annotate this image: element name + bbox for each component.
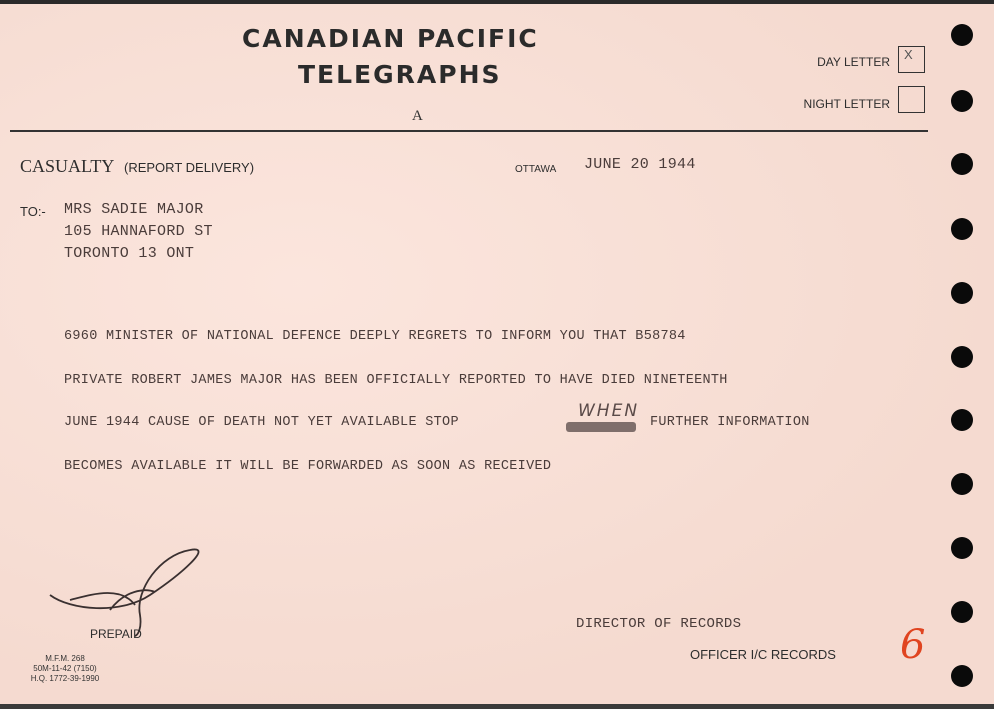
day-letter-check-mark: X bbox=[904, 47, 913, 62]
header-rule bbox=[10, 130, 928, 132]
punch-hole bbox=[951, 346, 973, 368]
to-label: TO:- bbox=[20, 204, 46, 219]
night-letter-label: NIGHT LETTER bbox=[803, 97, 890, 111]
body-line-3-cont: FURTHER INFORMATION bbox=[650, 415, 810, 430]
day-letter-checkbox[interactable] bbox=[898, 46, 925, 73]
punch-hole bbox=[951, 537, 973, 559]
company-subtitle: TELEGRAPHS bbox=[298, 60, 502, 89]
punch-hole bbox=[951, 601, 973, 623]
body-line-4: BECOMES AVAILABLE IT WILL BE FORWARDED AS SOON AS RECEIVED bbox=[64, 459, 552, 474]
scan-edge-bottom bbox=[0, 704, 994, 709]
punch-hole bbox=[951, 90, 973, 112]
struck-word bbox=[566, 422, 636, 432]
handwritten-insert: WHEN bbox=[578, 401, 640, 421]
punch-hole bbox=[951, 409, 973, 431]
form-code-3: H.Q. 1772-39-1990 bbox=[30, 674, 100, 683]
message-class: CASUALTY bbox=[20, 156, 115, 176]
prepaid-stamp: PREPAID bbox=[90, 627, 142, 641]
recipient-city: TORONTO 13 ONT bbox=[64, 245, 195, 262]
day-letter-label: DAY LETTER bbox=[817, 55, 890, 69]
message-date: JUNE 20 1944 bbox=[584, 156, 696, 173]
signatory: DIRECTOR OF RECORDS bbox=[576, 616, 742, 632]
signatory-title: OFFICER I/C RECORDS bbox=[690, 647, 836, 662]
punch-hole bbox=[951, 473, 973, 495]
recipient-street: 105 HANNAFORD ST bbox=[64, 223, 213, 240]
punch-hole bbox=[951, 218, 973, 240]
signature-scrawl bbox=[40, 540, 220, 640]
origin-label: OTTAWA bbox=[515, 164, 557, 175]
message-class-note: (REPORT DELIVERY) bbox=[124, 160, 255, 175]
body-line-1: 6960 MINISTER OF NATIONAL DEFENCE DEEPLY REGRETS TO INFORM YOU THAT B58784 bbox=[64, 329, 686, 344]
body-line-3: JUNE 1944 CAUSE OF DEATH NOT YET AVAILABLE STOP bbox=[64, 415, 459, 430]
header-mark: A bbox=[412, 108, 423, 124]
company-name: CANADIAN PACIFIC bbox=[242, 24, 539, 53]
form-code-1: M.F.M. 268 bbox=[45, 654, 85, 663]
handwritten-page-number: 6 bbox=[900, 622, 926, 668]
form-code-2: 50M-11-42 (7150) bbox=[33, 664, 97, 673]
punch-hole bbox=[951, 665, 973, 687]
body-line-2: PRIVATE ROBERT JAMES MAJOR HAS BEEN OFFICIALLY REPORTED TO HAVE DIED NINETEENTH bbox=[64, 373, 728, 388]
punch-hole bbox=[951, 153, 973, 175]
scan-edge-top bbox=[0, 0, 994, 4]
punch-hole bbox=[951, 282, 973, 304]
recipient-name: MRS SADIE MAJOR bbox=[64, 201, 204, 218]
punch-hole bbox=[951, 24, 973, 46]
night-letter-checkbox[interactable] bbox=[898, 86, 925, 113]
